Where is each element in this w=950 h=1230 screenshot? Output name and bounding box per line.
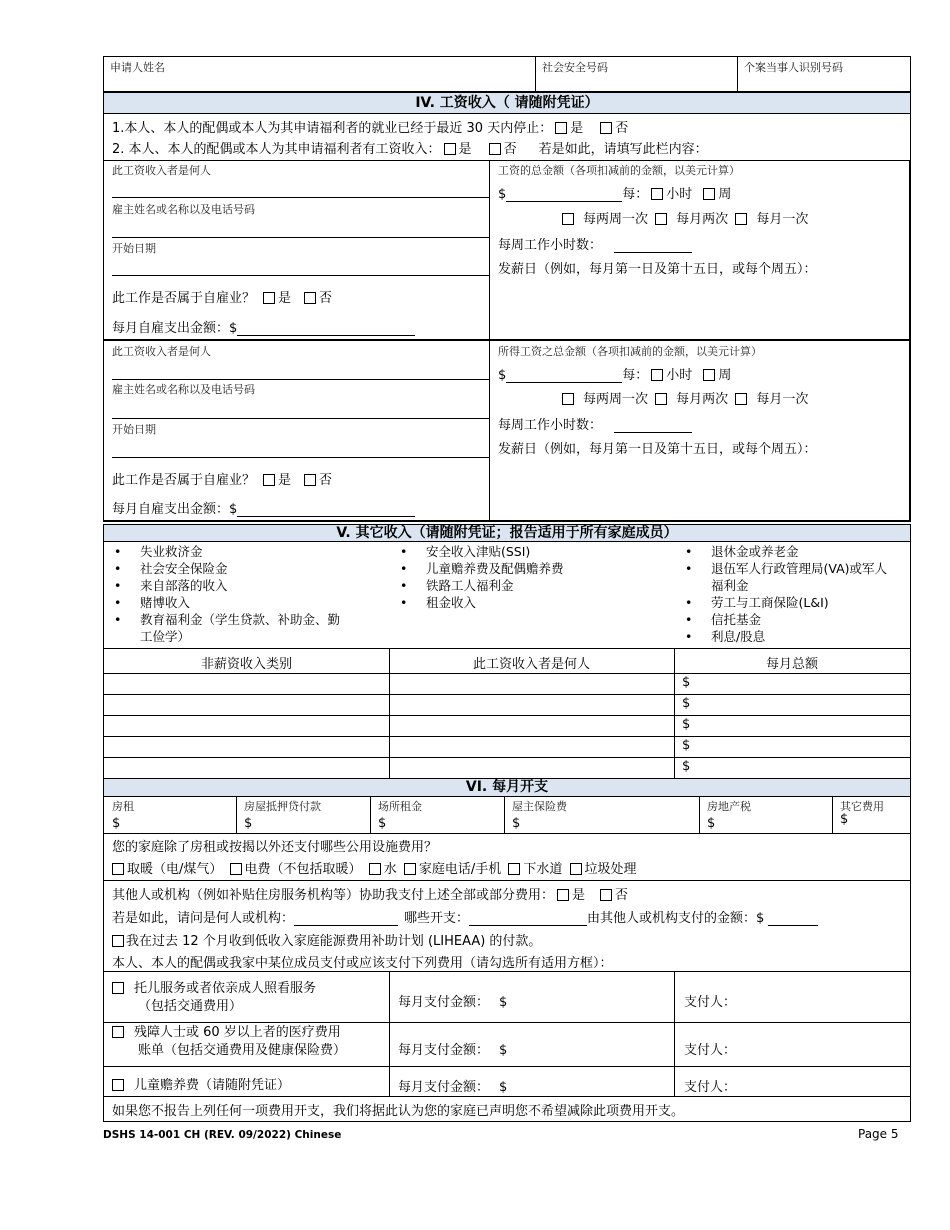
gross-label: 工资的总金额（各项扣减前的金额，以美元计算） [498, 164, 740, 177]
which-label: 哪些开支： [404, 911, 470, 926]
utilities-block [103, 834, 911, 881]
housing-costs-row [103, 797, 911, 834]
gross-label: 所得工资之总金额（各项扣减前的金额，以美元计算） [498, 345, 762, 358]
monthly-pay-1 [398, 991, 507, 1010]
self-employed-yes-checkbox[interactable] [263, 292, 275, 304]
per-week-checkbox[interactable] [703, 188, 715, 200]
self-exp-row [112, 317, 415, 336]
biweekly-label: 每两周一次 [583, 212, 649, 227]
pay-following-label: 本人、本人的配偶或我家中某位成员支付或应该支付下列费用（请勾选所有适用方框）： [112, 956, 613, 971]
table-row-dollar[interactable]: $ [682, 717, 691, 732]
utilities-options [112, 858, 637, 877]
self-employed-no-checkbox[interactable] [304, 474, 316, 486]
others-help-label: 其他人或机构（例如补贴住房服务机构等）协助我支付上述全部或部分费用： [112, 888, 555, 903]
garbage-label: 垃圾处理 [584, 862, 637, 877]
expense-row-3 [112, 1074, 290, 1093]
page-number: Page 5 [858, 1127, 899, 1141]
expense-row-2 [112, 1024, 346, 1060]
childcare-sublabel: （包括交通费用） [138, 999, 243, 1014]
monthly-pay-2 [398, 1039, 507, 1058]
monthly-checkbox[interactable] [735, 213, 747, 225]
gross-amount-input[interactable] [506, 368, 622, 383]
employer-label: 雇主姓名或名称以及电话号码 [112, 203, 255, 216]
q1-row [112, 117, 628, 136]
col-header-category: 非薪资收入类别 [200, 657, 292, 672]
others-help-yes-checkbox[interactable] [557, 889, 569, 901]
amount-paid-input[interactable] [768, 911, 818, 926]
list-item: • 租金收入 [426, 594, 650, 611]
income-col-2 [390, 543, 650, 611]
q2-if-yes: 若是如此，请填写此栏内容： [538, 142, 708, 157]
start-date-line [112, 275, 489, 276]
self-employed-no-checkbox[interactable] [304, 292, 316, 304]
mortgage-dollar[interactable]: $ [244, 816, 253, 831]
payday-label: 发薪日（例如，每月第一日及第十五日，或每个周五）： [498, 262, 817, 277]
other-income-list [103, 542, 911, 648]
per-week-label: 周 [718, 187, 732, 202]
self-employed-row [112, 287, 332, 306]
form-id: DSHS 14-001 CH (REV. 09/2022) Chinese [103, 1129, 342, 1141]
hours-row [498, 414, 692, 433]
biweekly-checkbox[interactable] [562, 393, 574, 405]
hours-row [498, 234, 692, 253]
twice-month-label: 每月两次 [676, 212, 729, 227]
per-label: 每： [622, 368, 649, 383]
amount-paid-label: 由其他人或机构支付的金额：$ [587, 911, 765, 926]
q2-label: 2. 本人、本人的配偶或本人为其申请福利者有工资收入： [112, 142, 441, 157]
biweekly-checkbox[interactable] [562, 213, 574, 225]
childcare-checkbox[interactable] [112, 982, 124, 994]
self-employed-yes-label: 是 [278, 473, 292, 488]
self-employed-label: 此工作是否属于自雇业？ [112, 291, 256, 306]
list-item: • 信托基金 [711, 611, 897, 628]
q1-label: 1.本人、本人的配偶或本人为其申请福利者的就业已经于最近 30 天内停止： [112, 121, 553, 136]
monthly-pay-dollar[interactable]: $ [499, 1080, 508, 1095]
self-exp-label: 每月自雇支出金额：$ [112, 321, 238, 336]
income-col-3 [675, 543, 897, 645]
insurance-label: 屋主保险费 [512, 800, 567, 813]
others-help-no-label: 否 [615, 888, 629, 903]
monthly-label: 每月一次 [756, 212, 809, 227]
property-tax-dollar[interactable]: $ [707, 816, 716, 831]
q2-no-label: 否 [503, 142, 517, 157]
earner-line [112, 197, 489, 198]
applicant-name-label: 申请人姓名 [110, 61, 165, 74]
other-income-table [103, 648, 911, 779]
warning-row [103, 1097, 911, 1122]
self-exp-row [112, 498, 415, 517]
medical-checkbox[interactable] [112, 1026, 124, 1038]
q2-yes-checkbox[interactable] [444, 143, 456, 155]
rent-label: 房租 [112, 800, 134, 813]
frequency-row [559, 208, 808, 227]
table-row-dollar[interactable]: $ [682, 696, 691, 711]
utilities-question: 您的家庭除了房租或按揭以外还支付哪些公用设施费用？ [112, 840, 438, 855]
medical-label: 残障人士或 60 岁以上者的医疗费用 [134, 1025, 341, 1040]
section-vi-header: VI. 每月开支 [103, 779, 911, 797]
liheaa-label: 我在过去 12 个月收到低收入家庭能源费用补助计划 (LIHEAA) 的付款。 [126, 934, 542, 949]
self-employed-no-label: 否 [319, 291, 333, 306]
income-col-1 [104, 543, 344, 645]
lot-rent-dollar[interactable]: $ [378, 816, 387, 831]
sewer-checkbox[interactable] [508, 863, 520, 875]
self-employed-yes-checkbox[interactable] [263, 474, 275, 486]
liheaa-checkbox[interactable] [112, 935, 124, 947]
section-iv-questions [103, 114, 911, 160]
list-item: • 来自部落的收入 [140, 577, 344, 594]
ssn-label: 社会安全号码 [542, 61, 608, 74]
employer-line [112, 237, 489, 238]
gross-dollar: $ [498, 368, 507, 383]
list-item: • 劳工与工商保险(L&I) [711, 594, 897, 611]
frequency-row [559, 388, 808, 407]
gross-row [498, 364, 731, 383]
start-date-label: 开始日期 [112, 423, 156, 436]
self-employed-row [112, 469, 332, 488]
per-hour-checkbox[interactable] [651, 369, 663, 381]
list-item: • 铁路工人福利金 [426, 577, 650, 594]
if-so-row [112, 907, 818, 926]
q1-no-label: 否 [615, 121, 629, 136]
table-row-dollar[interactable]: $ [682, 675, 691, 690]
which-input[interactable] [469, 911, 587, 926]
property-tax-label: 房地产税 [707, 800, 751, 813]
gross-dollar: $ [498, 187, 507, 202]
other-costs-dollar[interactable]: $ [840, 812, 849, 827]
wage-block-1 [103, 160, 911, 340]
payer-1[interactable]: 支付人： [684, 995, 737, 1010]
if-so-label: 若是如此，请问是何人或机构： [112, 911, 295, 926]
twice-month-checkbox[interactable] [655, 393, 667, 405]
section-iv-header: IV. 工资收入（ 请随附凭证） [103, 92, 911, 114]
liheaa-row [112, 930, 541, 949]
q2-yes-label: 是 [458, 142, 472, 157]
q1-no-checkbox[interactable] [600, 122, 612, 134]
electric-label: 电费（不包括取暖） [244, 862, 362, 877]
self-employed-no-label: 否 [319, 473, 333, 488]
q2-no-checkbox[interactable] [489, 143, 501, 155]
col-header-monthly: 每月总额 [765, 657, 818, 672]
list-item: • 失业救济金 [140, 543, 344, 560]
monthly-pay-label: 每月支付金额： [398, 1043, 490, 1058]
gross-amount-input[interactable] [506, 187, 622, 202]
heating-checkbox[interactable] [112, 863, 124, 875]
self-employed-label: 此工作是否属于自雇业？ [112, 473, 256, 488]
start-date-line [112, 457, 489, 458]
monthly-pay-label: 每月支付金额： [398, 1080, 490, 1095]
hours-input[interactable] [614, 238, 692, 253]
self-exp-input[interactable] [237, 502, 415, 517]
others-help-row [112, 884, 628, 903]
expenses-table [103, 971, 911, 1097]
q1-yes-checkbox[interactable] [555, 122, 567, 134]
per-hour-checkbox[interactable] [651, 188, 663, 200]
q1-yes-label: 是 [570, 121, 584, 136]
hours-label: 每周工作小时数： [498, 238, 603, 253]
assistance-block [103, 881, 911, 971]
monthly-pay-label: 每月支付金额： [398, 995, 490, 1010]
water-label: 水 [383, 862, 397, 877]
medical-sublabel: 账单（包括交通费用及健康保险费） [138, 1043, 347, 1058]
monthly-pay-dollar[interactable]: $ [499, 995, 508, 1010]
monthly-label: 每月一次 [756, 392, 809, 407]
list-item: • 安全收入津贴(SSI) [426, 543, 650, 560]
expense-row-1 [112, 980, 316, 1016]
monthly-checkbox[interactable] [735, 393, 747, 405]
list-item: • 社会安全保险金 [140, 560, 344, 577]
phone-checkbox[interactable] [404, 863, 416, 875]
payer-2[interactable]: 支付人： [684, 1043, 737, 1058]
table-row-dollar[interactable]: $ [682, 759, 691, 774]
per-week-label: 周 [718, 368, 732, 383]
childcare-label: 托儿服务或者依亲成人照看服务 [134, 981, 317, 996]
per-week-checkbox[interactable] [703, 369, 715, 381]
col-header-earner: 此工资收入者是何人 [472, 657, 590, 672]
applicant-info-row [103, 56, 911, 92]
hours-input[interactable] [614, 418, 692, 433]
hours-label: 每周工作小时数： [498, 418, 603, 433]
per-hour-label: 小时 [666, 187, 693, 202]
sewer-label: 下水道 [523, 862, 563, 877]
list-item: • 儿童赡养费及配偶赡养费 [426, 560, 650, 577]
monthly-pay-dollar[interactable]: $ [499, 1043, 508, 1058]
who-input[interactable] [294, 911, 398, 926]
others-help-no-checkbox[interactable] [600, 889, 612, 901]
water-checkbox[interactable] [369, 863, 381, 875]
biweekly-label: 每两周一次 [583, 392, 649, 407]
mortgage-label: 房屋抵押贷付款 [244, 800, 321, 813]
earner-label: 此工资收入者是何人 [112, 164, 211, 177]
payday-label: 发薪日（例如，每月第一日及第十五日，或每个周五）： [498, 442, 817, 457]
self-exp-label: 每月自雇支出金额：$ [112, 502, 238, 517]
section-v-header: V. 其它收入（请随附凭证；报告适用于所有家庭成员） [103, 524, 911, 542]
insurance-dollar[interactable]: $ [512, 816, 521, 831]
electric-checkbox[interactable] [230, 863, 242, 875]
phone-label: 家庭电话/手机 [418, 862, 502, 877]
earner-line [112, 379, 489, 380]
others-help-yes-label: 是 [572, 888, 586, 903]
lot-rent-label: 场所租金 [378, 800, 422, 813]
list-item: • 教育福利金（学生贷款、补助金、勤工俭学） [140, 611, 344, 645]
list-item: • 利息/股息 [711, 628, 897, 645]
garbage-checkbox[interactable] [570, 863, 582, 875]
per-label: 每： [622, 187, 649, 202]
monthly-pay-3 [398, 1076, 507, 1095]
rent-dollar[interactable]: $ [112, 816, 121, 831]
list-item: • 赌博收入 [140, 594, 344, 611]
warning-text: 如果您不报告上列任何一项费用开支，我们将据此认为您的家庭已声明您不希望减除此项费用开支。 [112, 1104, 685, 1119]
gross-row [498, 183, 731, 202]
twice-month-label: 每月两次 [676, 392, 729, 407]
employer-line [112, 418, 489, 419]
per-hour-label: 小时 [666, 368, 693, 383]
payer-3[interactable]: 支付人： [684, 1080, 737, 1095]
start-date-label: 开始日期 [112, 242, 156, 255]
child-support-label: 儿童赡养费（请随附凭证） [134, 1078, 291, 1093]
table-row-dollar[interactable]: $ [682, 738, 691, 753]
client-id-label: 个案当事人识别号码 [744, 61, 843, 74]
other-costs-label: 其它费用 [840, 800, 884, 813]
earner-label: 此工资收入者是何人 [112, 345, 211, 358]
list-item: • 退休金或养老金 [711, 543, 897, 560]
list-item: • 退伍军人行政管理局(VA)或军人福利金 [711, 560, 897, 594]
child-support-checkbox[interactable] [112, 1079, 124, 1091]
twice-month-checkbox[interactable] [655, 213, 667, 225]
self-exp-input[interactable] [237, 321, 415, 336]
employer-label: 雇主姓名或名称以及电话号码 [112, 383, 255, 396]
heating-label: 取暖（电/煤气） [127, 862, 223, 877]
wage-block-2 [103, 340, 911, 522]
q2-row [112, 138, 708, 157]
self-employed-yes-label: 是 [278, 291, 292, 306]
